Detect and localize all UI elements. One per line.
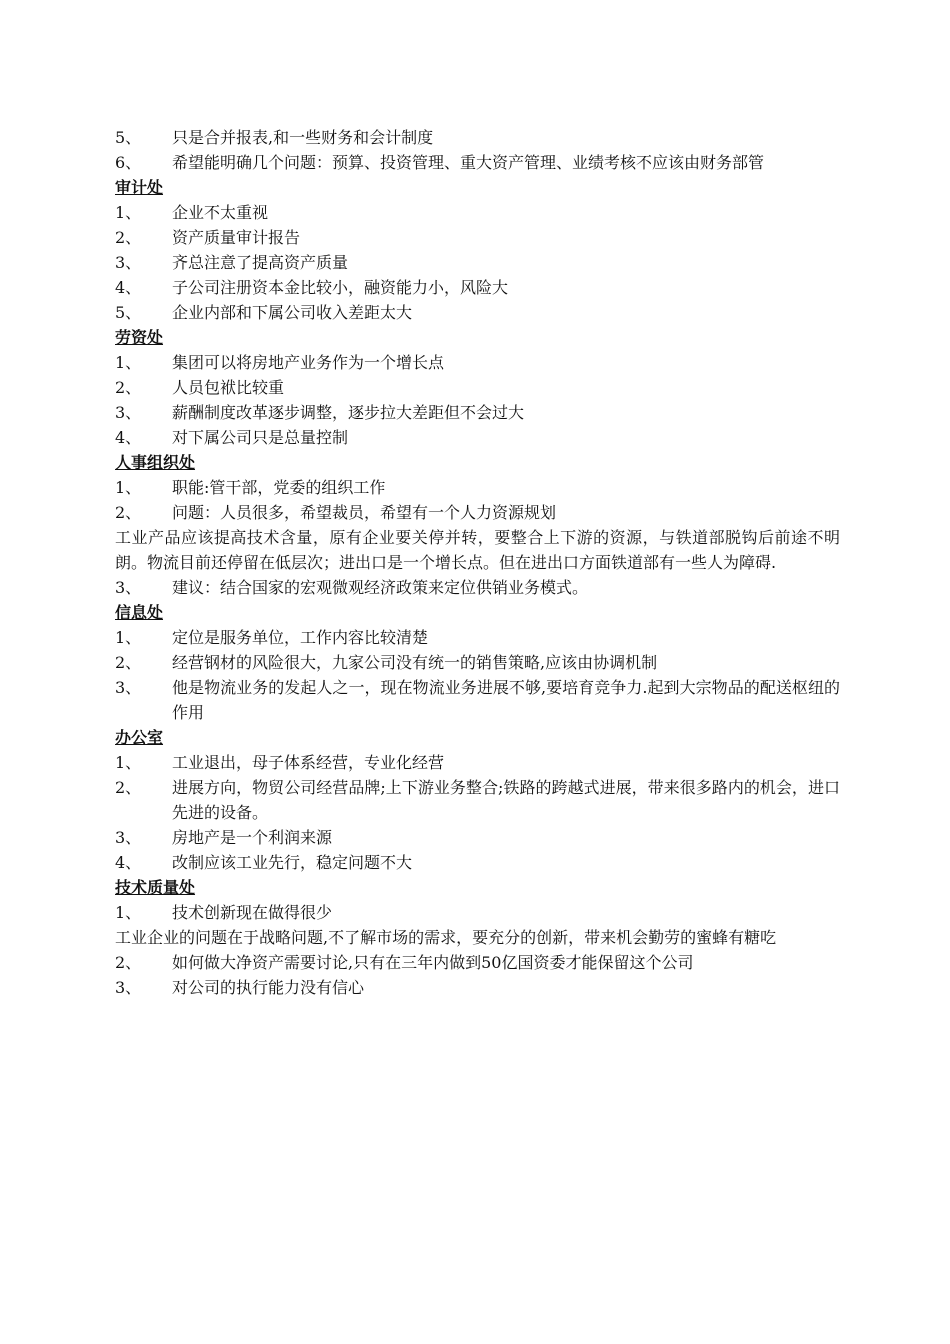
- list-item-number: 3、: [115, 978, 142, 997]
- list-item-text: 只是合并报表,和一些财务和会计制度: [172, 128, 434, 147]
- list-item: [115, 350, 840, 375]
- list-item: [115, 750, 840, 775]
- list-item-number: 2、: [115, 503, 142, 522]
- list-item-text: 技术创新现在做得很少: [172, 903, 333, 922]
- list-item-number: 3、: [115, 403, 142, 422]
- list-item-number: 2、: [115, 228, 142, 247]
- list-item-text: 子公司注册资本金比较小，融资能力小，风险大: [172, 278, 509, 297]
- list-item-text: 齐总注意了提高资产质量: [172, 253, 349, 272]
- list-item: [115, 675, 840, 725]
- list-item-number: 2、: [115, 653, 142, 672]
- paragraph: 工业产品应该提高技术含量，原有企业要关停并转，要整合上下游的资源，与铁道部脱钩后前途不明朗。物流目前还停留在低层次；进出口是一个增长点。但在进出口方面铁道部有一些人为障碍.: [115, 528, 840, 572]
- list-item-number: 3、: [115, 578, 142, 597]
- section-heading: 技术质量处: [115, 878, 196, 897]
- list-item-number: 5、: [115, 303, 142, 322]
- section-heading: 办公室: [115, 728, 164, 747]
- list-item: [115, 775, 840, 825]
- list-item: [115, 400, 840, 425]
- list-item-text: 问题：人员很多，希望裁员，希望有一个人力资源规划: [172, 503, 557, 522]
- list-item: [115, 425, 840, 450]
- list-item-text: 对公司的执行能力没有信心: [172, 978, 365, 997]
- list-item-number: 2、: [115, 378, 142, 397]
- section-heading: 劳资处: [115, 328, 164, 347]
- section-heading: 人事组织处: [115, 453, 196, 472]
- list-item: [115, 825, 840, 850]
- list-item-text: 如何做大净资产需要讨论,只有在三年内做到50亿国资委才能保留这个公司: [172, 953, 694, 972]
- list-item-text: 薪酬制度改革逐步调整，逐步拉大差距但不会过大: [172, 403, 525, 422]
- list-item-text: 他是物流业务的发起人之一，现在物流业务进展不够,要培育竞争力.起到大宗物品的配送枢纽的作用: [172, 678, 840, 722]
- list-item-number: 3、: [115, 253, 142, 272]
- list-item: [115, 625, 840, 650]
- list-item-number: 4、: [115, 278, 142, 297]
- list-item-number: 2、: [115, 953, 142, 972]
- list-item-text: 集团可以将房地产业务作为一个增长点: [172, 353, 445, 372]
- section-heading: 审计处: [115, 178, 164, 197]
- list-item-number: 6、: [115, 153, 142, 172]
- list-item: [115, 250, 840, 275]
- list-item: [115, 125, 840, 150]
- list-item: [115, 900, 840, 925]
- list-item-number: 3、: [115, 828, 142, 847]
- list-item: [115, 975, 840, 1000]
- list-item: [115, 475, 840, 500]
- list-item: [115, 300, 840, 325]
- list-item: [115, 575, 840, 600]
- list-item-text: 进展方向，物贸公司经营品牌;上下游业务整合;铁路的跨越式进展，带来很多路内的机会，进口先进的设备。: [172, 778, 840, 822]
- list-item-number: 1、: [115, 903, 142, 922]
- list-item-text: 定位是服务单位，工作内容比较清楚: [172, 628, 429, 647]
- section-heading: 信息处: [115, 603, 164, 622]
- list-item-number: 1、: [115, 478, 142, 497]
- list-item: [115, 950, 840, 975]
- list-item-text: 希望能明确几个问题：预算、投资管理、重大资产管理、业绩考核不应该由财务部管: [172, 153, 765, 172]
- list-item-number: 4、: [115, 428, 142, 447]
- list-item-number: 1、: [115, 353, 142, 372]
- list-item-text: 工业退出，母子体系经营，专业化经营: [172, 753, 445, 772]
- list-item-text: 人员包袱比较重: [172, 378, 285, 397]
- list-item-number: 1、: [115, 753, 142, 772]
- list-item-number: 3、: [115, 678, 142, 697]
- list-item-number: 5、: [115, 128, 142, 147]
- list-item: [115, 150, 840, 175]
- list-item-text: 企业内部和下属公司收入差距太大: [172, 303, 413, 322]
- list-item: [115, 850, 840, 875]
- list-item: [115, 375, 840, 400]
- list-item: [115, 500, 840, 525]
- list-item-text: 改制应该工业先行，稳定问题不大: [172, 853, 413, 872]
- list-item-number: 1、: [115, 203, 142, 222]
- document-page: [115, 125, 840, 1000]
- list-item-text: 房地产是一个利润来源: [172, 828, 333, 847]
- list-item-text: 企业不太重视: [172, 203, 269, 222]
- list-item: [115, 225, 840, 250]
- paragraph: 工业企业的问题在于战略问题,不了解市场的需求，要充分的创新，带来机会勤劳的蜜蜂有糖吃: [115, 928, 777, 947]
- list-item-text: 经营钢材的风险很大，九家公司没有统一的销售策略,应该由协调机制: [172, 653, 658, 672]
- list-item: [115, 650, 840, 675]
- list-item-number: 1、: [115, 628, 142, 647]
- list-item-number: 4、: [115, 853, 142, 872]
- list-item-number: 2、: [115, 778, 142, 797]
- list-item-text: 建议：结合国家的宏观微观经济政策来定位供销业务模式。: [172, 578, 589, 597]
- list-item-text: 资产质量审计报告: [172, 228, 301, 247]
- list-item-text: 对下属公司只是总量控制: [172, 428, 349, 447]
- list-item: [115, 200, 840, 225]
- list-item-text: 职能:管干部，党委的组织工作: [172, 478, 386, 497]
- list-item: [115, 275, 840, 300]
